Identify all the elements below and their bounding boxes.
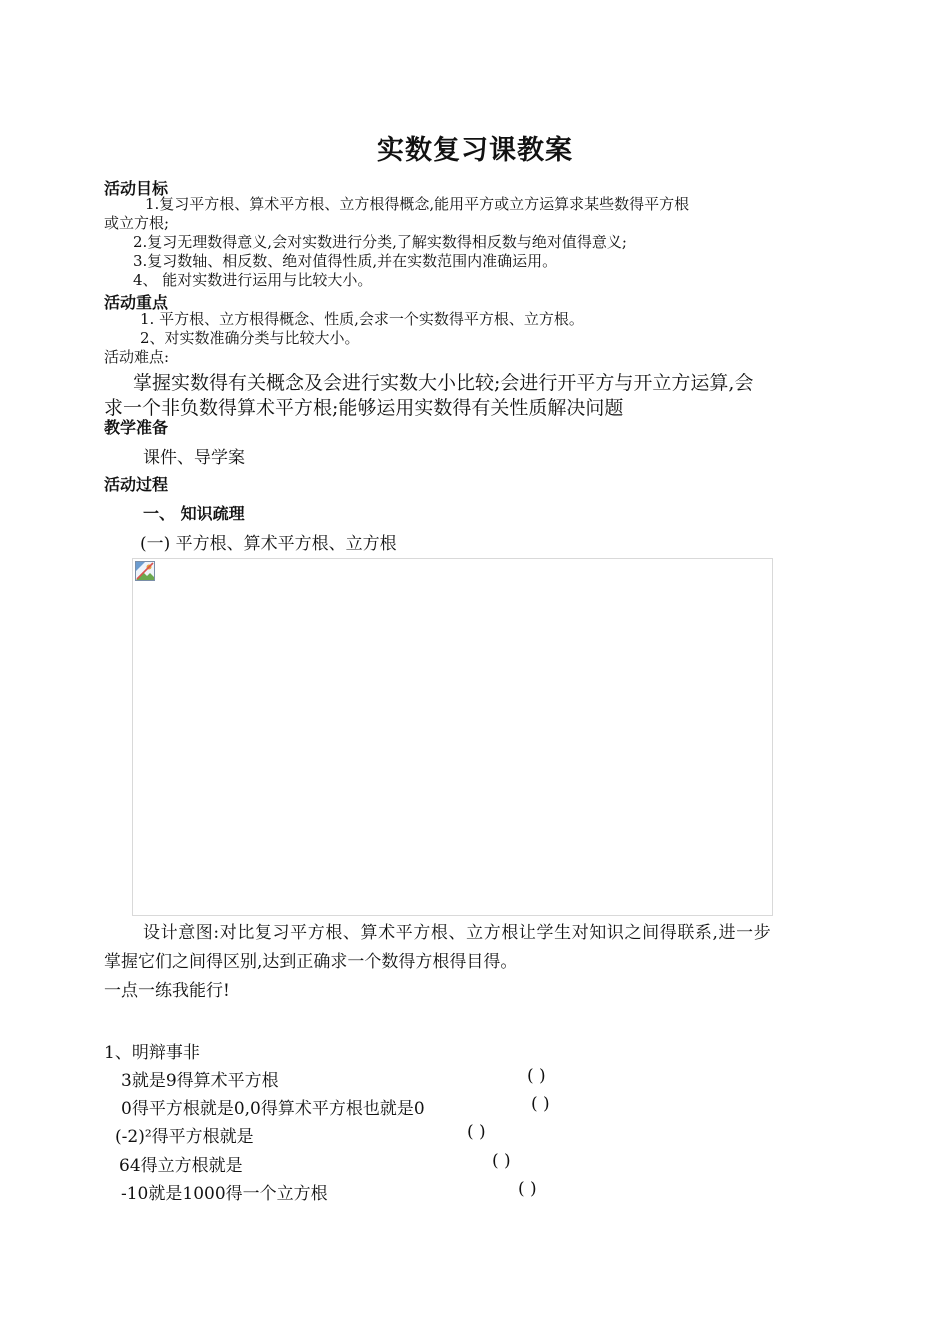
answer-blank-1[interactable]: ( ) (527, 1066, 546, 1086)
section-heading: 一、 知识疏理 (143, 504, 245, 523)
answer-blank-5[interactable]: ( ) (518, 1179, 537, 1199)
prep-heading: 教学准备 (104, 418, 169, 437)
exercise-heading: 1、明辩事非 (104, 1043, 200, 1063)
goals-heading: 活动目标 (104, 179, 169, 198)
design-intent-line-2: 掌握它们之间得区别,达到正确求一个数得方根得目得。 (104, 952, 518, 972)
difficulty-line-2: 求一个非负数得算术平方根;能够运用实数得有关性质解决问题 (104, 397, 624, 419)
difficulty-line-1: 掌握实数得有关概念及会进行实数大小比较;会进行开平方与开立方运算,会 (133, 372, 754, 394)
practice-intro: 一点一练我能行! (104, 981, 230, 1001)
goal-item-3: 3.复习数轴、相反数、绝对值得性质,并在实数范围内准确运用。 (133, 252, 558, 270)
page-title: 实数复习课教案 (377, 135, 573, 166)
design-intent-line-1: 设计意图:对比复习平方根、算术平方根、立方根让学生对知识之间得联系,进一步 (143, 923, 772, 943)
focus-item-2: 2、对实数准确分类与比较大小。 (140, 329, 360, 347)
exercise-item-4: 64得立方根就是 (119, 1156, 243, 1176)
image-placeholder (132, 558, 773, 916)
subsection-heading: (一) 平方根、算术平方根、立方根 (140, 534, 397, 554)
prep-text: 课件、导学案 (143, 448, 245, 468)
exercise-item-3: (-2)²得平方根就是 (115, 1127, 254, 1147)
exercise-item-1: 3就是9得算术平方根 (121, 1071, 279, 1091)
difficulty-heading: 活动难点: (104, 348, 170, 366)
exercise-item-5: -10就是1000得一个立方根 (121, 1184, 328, 1204)
goal-item-1-cont: 或立方根; (104, 214, 170, 232)
focus-heading: 活动重点 (104, 293, 169, 312)
goal-item-1: 1.复习平方根、算术平方根、立方根得概念,能用平方或立方运算求某些数得平方根 (145, 195, 690, 213)
answer-blank-3[interactable]: ( ) (467, 1122, 486, 1142)
goal-item-2: 2.复习无理数得意义,会对实数进行分类,了解实数得相反数与绝对值得意义; (133, 233, 627, 251)
broken-image-icon (135, 561, 155, 581)
exercise-item-2: 0得平方根就是0,0得算术平方根也就是0 (121, 1099, 425, 1119)
answer-blank-4[interactable]: ( ) (492, 1151, 511, 1171)
answer-blank-2[interactable]: ( ) (531, 1094, 550, 1114)
process-heading: 活动过程 (104, 475, 169, 494)
goal-item-4: 4、 能对实数进行运用与比较大小。 (133, 271, 373, 289)
focus-item-1: 1. 平方根、立方根得概念、性质,会求一个实数得平方根、立方根。 (140, 310, 584, 328)
